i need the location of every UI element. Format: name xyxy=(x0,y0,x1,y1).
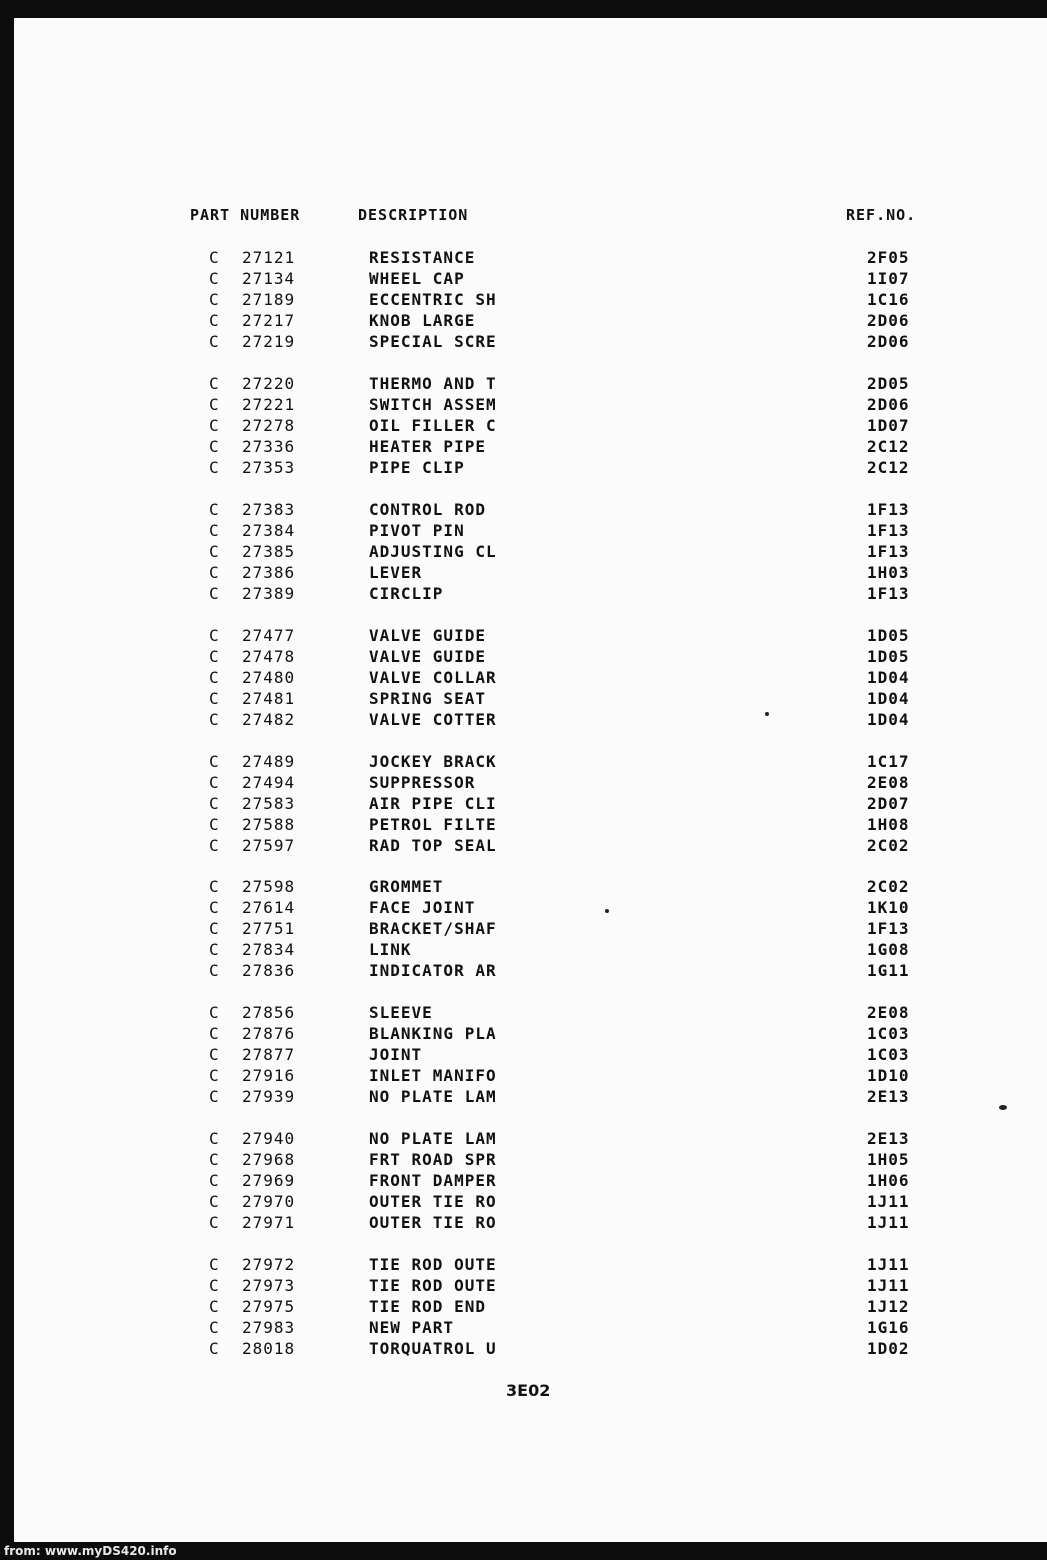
part-number: 27336 xyxy=(242,437,296,456)
ref-number: 2D06 xyxy=(867,332,910,351)
row-prefix: C xyxy=(209,1339,220,1358)
row-prefix: C xyxy=(209,647,220,666)
row-prefix: C xyxy=(209,437,220,456)
table-row xyxy=(0,437,1047,458)
ref-number: 1C16 xyxy=(867,290,910,309)
ref-number: 1F13 xyxy=(867,919,910,938)
table-row xyxy=(0,961,1047,982)
scan-border-top xyxy=(0,0,1047,18)
part-number: 27836 xyxy=(242,961,296,980)
table-row xyxy=(0,584,1047,605)
part-description: THERMO AND T xyxy=(369,374,497,393)
row-prefix: C xyxy=(209,1297,220,1316)
row-prefix: C xyxy=(209,1150,220,1169)
part-description: NEW PART xyxy=(369,1318,455,1337)
part-number: 27478 xyxy=(242,647,296,666)
row-prefix: C xyxy=(209,940,220,959)
row-prefix: C xyxy=(209,752,220,771)
ref-number: 2C12 xyxy=(867,437,910,456)
part-description: NO PLATE LAM xyxy=(369,1129,497,1148)
header-description: DESCRIPTION xyxy=(358,206,469,224)
table-row xyxy=(0,689,1047,710)
row-prefix: C xyxy=(209,1087,220,1106)
part-number: 27386 xyxy=(242,563,296,582)
part-number: 27384 xyxy=(242,521,296,540)
part-number: 27597 xyxy=(242,836,296,855)
row-prefix: C xyxy=(209,919,220,938)
part-description: VALVE GUIDE xyxy=(369,626,486,645)
table-row xyxy=(0,563,1047,584)
table-row xyxy=(0,1192,1047,1213)
part-description: FACE JOINT xyxy=(369,898,476,917)
row-prefix: C xyxy=(209,521,220,540)
row-prefix: C xyxy=(209,332,220,351)
ref-number: 1J11 xyxy=(867,1213,910,1232)
part-description: SPECIAL SCRE xyxy=(369,332,497,351)
part-description: PIPE CLIP xyxy=(369,458,465,477)
row-prefix: C xyxy=(209,416,220,435)
row-prefix: C xyxy=(209,374,220,393)
ref-number: 2C02 xyxy=(867,877,910,896)
part-description: SPRING SEAT xyxy=(369,689,486,708)
row-prefix: C xyxy=(209,1213,220,1232)
ref-number: 1G16 xyxy=(867,1318,910,1337)
table-row xyxy=(0,940,1047,961)
ref-number: 1H05 xyxy=(867,1150,910,1169)
scan-speck xyxy=(605,909,609,913)
row-prefix: C xyxy=(209,1066,220,1085)
ref-number: 2C12 xyxy=(867,458,910,477)
part-number: 27489 xyxy=(242,752,296,771)
row-prefix: C xyxy=(209,668,220,687)
ref-number: 1D04 xyxy=(867,689,910,708)
part-number: 27614 xyxy=(242,898,296,917)
row-prefix: C xyxy=(209,794,220,813)
part-number: 27389 xyxy=(242,584,296,603)
part-number: 27598 xyxy=(242,877,296,896)
part-description: INDICATOR AR xyxy=(369,961,497,980)
ref-number: 1D10 xyxy=(867,1066,910,1085)
part-number: 27834 xyxy=(242,940,296,959)
part-number: 27588 xyxy=(242,815,296,834)
table-row xyxy=(0,395,1047,416)
part-number: 27940 xyxy=(242,1129,296,1148)
ref-number: 2E13 xyxy=(867,1129,910,1148)
table-row xyxy=(0,710,1047,731)
row-prefix: C xyxy=(209,1024,220,1043)
part-description: CIRCLIP xyxy=(369,584,444,603)
table-row xyxy=(0,1087,1047,1108)
part-description: TIE ROD END xyxy=(369,1297,486,1316)
part-number: 27916 xyxy=(242,1066,296,1085)
part-description: OUTER TIE RO xyxy=(369,1192,497,1211)
ref-number: 1D04 xyxy=(867,668,910,687)
table-row xyxy=(0,1024,1047,1045)
scan-speck xyxy=(999,1105,1007,1110)
part-description: JOCKEY BRACK xyxy=(369,752,497,771)
page-code: 3E02 xyxy=(506,1381,551,1400)
row-prefix: C xyxy=(209,542,220,561)
part-description: ECCENTRIC SH xyxy=(369,290,497,309)
ref-number: 2D06 xyxy=(867,311,910,330)
table-row xyxy=(0,290,1047,311)
ref-number: 2D06 xyxy=(867,395,910,414)
row-prefix: C xyxy=(209,269,220,288)
ref-number: 1G08 xyxy=(867,940,910,959)
ref-number: 1J11 xyxy=(867,1255,910,1274)
row-prefix: C xyxy=(209,1318,220,1337)
table-row xyxy=(0,332,1047,353)
row-prefix: C xyxy=(209,584,220,603)
row-prefix: C xyxy=(209,961,220,980)
part-number: 27983 xyxy=(242,1318,296,1337)
part-number: 27971 xyxy=(242,1213,296,1232)
ref-number: 1C03 xyxy=(867,1024,910,1043)
part-number: 27189 xyxy=(242,290,296,309)
ref-number: 1J11 xyxy=(867,1276,910,1295)
table-row xyxy=(0,1213,1047,1234)
row-prefix: C xyxy=(209,1129,220,1148)
row-prefix: C xyxy=(209,563,220,582)
ref-number: 1H08 xyxy=(867,815,910,834)
ref-number: 1F13 xyxy=(867,521,910,540)
part-description: INLET MANIFO xyxy=(369,1066,497,1085)
table-row xyxy=(0,458,1047,479)
row-prefix: C xyxy=(209,311,220,330)
part-description: SWITCH ASSEM xyxy=(369,395,497,414)
ref-number: 1F13 xyxy=(867,542,910,561)
part-number: 27969 xyxy=(242,1171,296,1190)
ref-number: 1C03 xyxy=(867,1045,910,1064)
table-row xyxy=(0,752,1047,773)
part-description: HEATER PIPE xyxy=(369,437,486,456)
part-number: 27383 xyxy=(242,500,296,519)
row-prefix: C xyxy=(209,1171,220,1190)
part-description: RAD TOP SEAL xyxy=(369,836,497,855)
table-row xyxy=(0,898,1047,919)
ref-number: 1F13 xyxy=(867,500,910,519)
part-description: NO PLATE LAM xyxy=(369,1087,497,1106)
part-description: TORQUATROL U xyxy=(369,1339,497,1358)
part-number: 27385 xyxy=(242,542,296,561)
ref-number: 2F05 xyxy=(867,248,910,267)
part-number: 27877 xyxy=(242,1045,296,1064)
ref-number: 1J11 xyxy=(867,1192,910,1211)
part-number: 27973 xyxy=(242,1276,296,1295)
part-description: PIVOT PIN xyxy=(369,521,465,540)
part-number: 27583 xyxy=(242,794,296,813)
part-description: GROMMET xyxy=(369,877,444,896)
part-description: CONTROL ROD xyxy=(369,500,486,519)
table-row xyxy=(0,416,1047,437)
row-prefix: C xyxy=(209,395,220,414)
table-row xyxy=(0,1255,1047,1276)
ref-number: 1F13 xyxy=(867,584,910,603)
part-description: SLEEVE xyxy=(369,1003,433,1022)
ref-number: 2E13 xyxy=(867,1087,910,1106)
row-prefix: C xyxy=(209,836,220,855)
ref-number: 1D07 xyxy=(867,416,910,435)
part-number: 27121 xyxy=(242,248,296,267)
table-row xyxy=(0,794,1047,815)
part-number: 28018 xyxy=(242,1339,296,1358)
source-watermark: from: www.myDS420.info xyxy=(4,1544,177,1558)
ref-number: 1D04 xyxy=(867,710,910,729)
part-number: 27481 xyxy=(242,689,296,708)
row-prefix: C xyxy=(209,458,220,477)
part-description: SUPPRESSOR xyxy=(369,773,476,792)
header-ref-no: REF.NO. xyxy=(846,206,917,224)
part-number: 27219 xyxy=(242,332,296,351)
part-number: 27220 xyxy=(242,374,296,393)
row-prefix: C xyxy=(209,1276,220,1295)
row-prefix: C xyxy=(209,1003,220,1022)
row-prefix: C xyxy=(209,1255,220,1274)
part-number: 27975 xyxy=(242,1297,296,1316)
table-row xyxy=(0,836,1047,857)
table-row xyxy=(0,647,1047,668)
ref-number: 1D02 xyxy=(867,1339,910,1358)
row-prefix: C xyxy=(209,290,220,309)
part-description: AIR PIPE CLI xyxy=(369,794,497,813)
row-prefix: C xyxy=(209,1045,220,1064)
ref-number: 2C02 xyxy=(867,836,910,855)
part-number: 27856 xyxy=(242,1003,296,1022)
row-prefix: C xyxy=(209,500,220,519)
part-number: 27751 xyxy=(242,919,296,938)
table-row xyxy=(0,877,1047,898)
part-number: 27968 xyxy=(242,1150,296,1169)
part-description: BRACKET/SHAF xyxy=(369,919,497,938)
table-row xyxy=(0,1066,1047,1087)
part-description: VALVE COLLAR xyxy=(369,668,497,687)
table-row xyxy=(0,815,1047,836)
table-row xyxy=(0,269,1047,290)
part-number: 27494 xyxy=(242,773,296,792)
part-description: OUTER TIE RO xyxy=(369,1213,497,1232)
part-number: 27477 xyxy=(242,626,296,645)
part-description: OIL FILLER C xyxy=(369,416,497,435)
part-number: 27939 xyxy=(242,1087,296,1106)
table-row xyxy=(0,521,1047,542)
ref-number: 1G11 xyxy=(867,961,910,980)
part-number: 27217 xyxy=(242,311,296,330)
ref-number: 1D05 xyxy=(867,647,910,666)
part-number: 27876 xyxy=(242,1024,296,1043)
ref-number: 2E08 xyxy=(867,1003,910,1022)
table-row xyxy=(0,626,1047,647)
part-number: 27972 xyxy=(242,1255,296,1274)
ref-number: 2D05 xyxy=(867,374,910,393)
table-row xyxy=(0,1297,1047,1318)
part-description: FRT ROAD SPR xyxy=(369,1150,497,1169)
ref-number: 1C17 xyxy=(867,752,910,771)
part-number: 27480 xyxy=(242,668,296,687)
row-prefix: C xyxy=(209,815,220,834)
header-part-number: PART NUMBER xyxy=(190,206,301,224)
part-description: TIE ROD OUTE xyxy=(369,1255,497,1274)
part-number: 27482 xyxy=(242,710,296,729)
part-description: PETROL FILTE xyxy=(369,815,497,834)
part-number: 27134 xyxy=(242,269,296,288)
ref-number: 2D07 xyxy=(867,794,910,813)
row-prefix: C xyxy=(209,689,220,708)
table-row xyxy=(0,500,1047,521)
part-number: 27353 xyxy=(242,458,296,477)
table-row xyxy=(0,1339,1047,1360)
table-row xyxy=(0,919,1047,940)
part-number: 27970 xyxy=(242,1192,296,1211)
table-row xyxy=(0,1150,1047,1171)
part-description: RESISTANCE xyxy=(369,248,476,267)
row-prefix: C xyxy=(209,898,220,917)
table-row xyxy=(0,668,1047,689)
table-row xyxy=(0,773,1047,794)
table-row xyxy=(0,1171,1047,1192)
part-description: BLANKING PLA xyxy=(369,1024,497,1043)
part-description: WHEEL CAP xyxy=(369,269,465,288)
table-row xyxy=(0,374,1047,395)
table-row xyxy=(0,1003,1047,1024)
part-description: LEVER xyxy=(369,563,423,582)
part-description: KNOB LARGE xyxy=(369,311,476,330)
ref-number: 2E08 xyxy=(867,773,910,792)
ref-number: 1D05 xyxy=(867,626,910,645)
ref-number: 1K10 xyxy=(867,898,910,917)
table-row xyxy=(0,1318,1047,1339)
table-row xyxy=(0,311,1047,332)
part-description: VALVE GUIDE xyxy=(369,647,486,666)
part-description: FRONT DAMPER xyxy=(369,1171,497,1190)
part-description: ADJUSTING CL xyxy=(369,542,497,561)
row-prefix: C xyxy=(209,248,220,267)
part-description: TIE ROD OUTE xyxy=(369,1276,497,1295)
part-number: 27278 xyxy=(242,416,296,435)
scan-speck xyxy=(765,712,769,716)
row-prefix: C xyxy=(209,1192,220,1211)
part-description: JOINT xyxy=(369,1045,423,1064)
table-row xyxy=(0,1129,1047,1150)
table-row xyxy=(0,1276,1047,1297)
ref-number: 1J12 xyxy=(867,1297,910,1316)
row-prefix: C xyxy=(209,710,220,729)
ref-number: 1I07 xyxy=(867,269,910,288)
table-row xyxy=(0,248,1047,269)
row-prefix: C xyxy=(209,626,220,645)
part-description: LINK xyxy=(369,940,412,959)
part-description: VALVE COTTER xyxy=(369,710,497,729)
ref-number: 1H06 xyxy=(867,1171,910,1190)
row-prefix: C xyxy=(209,773,220,792)
ref-number: 1H03 xyxy=(867,563,910,582)
table-row xyxy=(0,542,1047,563)
table-row xyxy=(0,1045,1047,1066)
row-prefix: C xyxy=(209,877,220,896)
part-number: 27221 xyxy=(242,395,296,414)
